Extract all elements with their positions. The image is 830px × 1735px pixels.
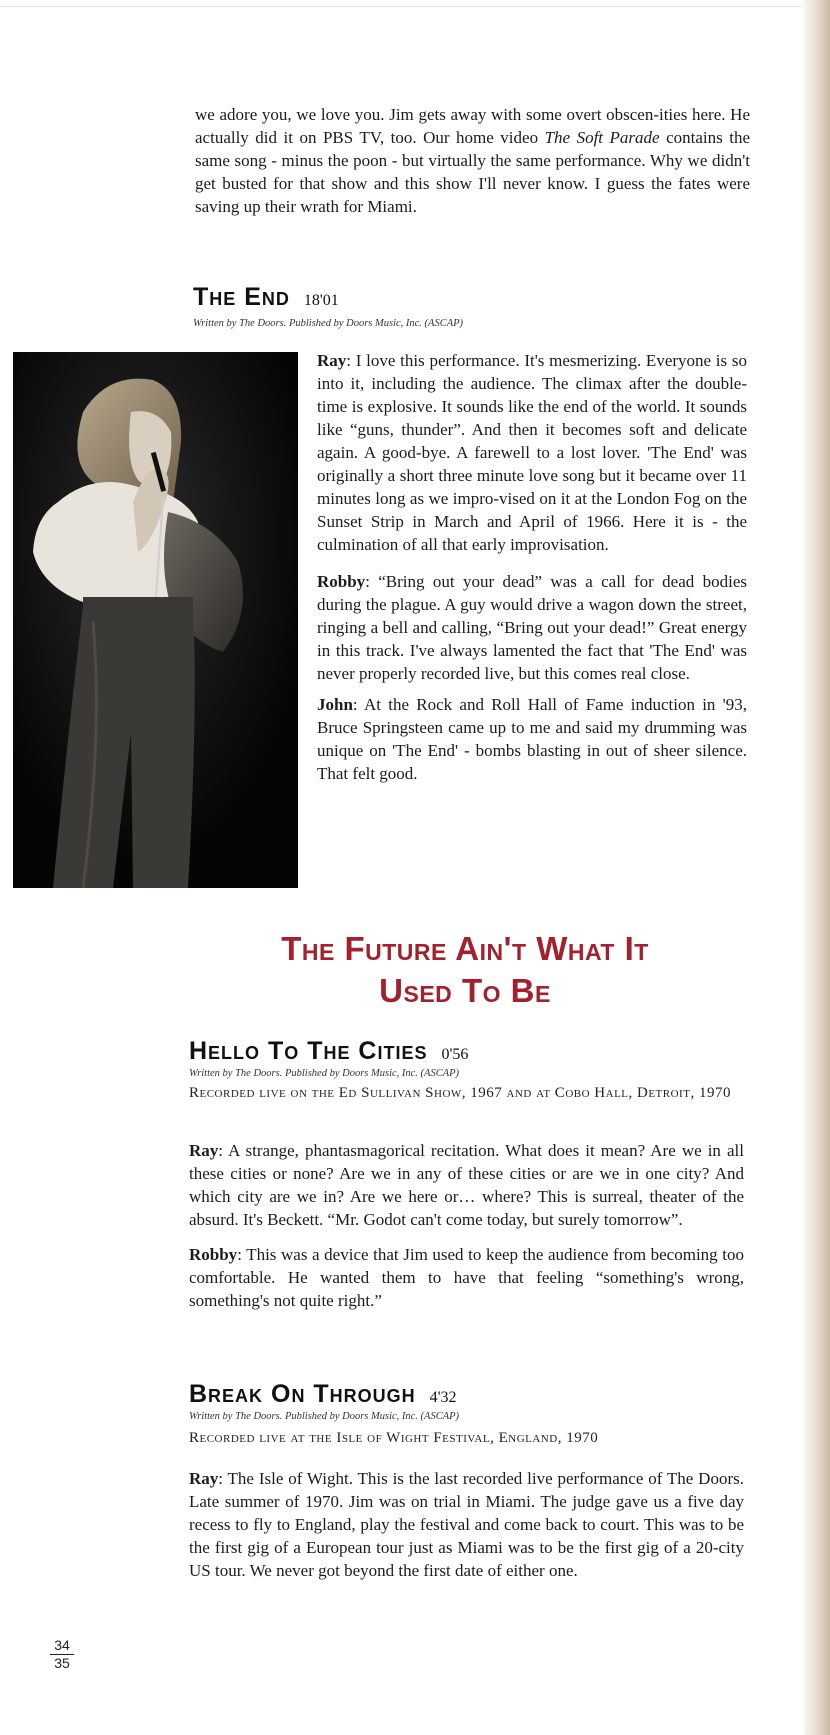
hello-commentary [189,1139,744,1312]
break-commentary [189,1467,744,1582]
section-heading [165,928,765,1012]
track-name: Hello To The Cities [189,1037,428,1065]
speaker-name: Robby [317,572,366,591]
page-edge [808,0,830,1735]
page-number-left: 34 [50,1637,74,1655]
intro-paragraph [195,103,750,218]
speaker-name: Ray [189,1469,219,1488]
track-credit: Written by The Doors. Published by Doors Music, Inc. (ASCAP) [193,318,464,329]
recording-info: Recorded live at the Isle of Wight Festival, England, 1970 [189,1430,599,1446]
comment-text: : A strange, phantasmagorical recitation. What does it mean? Are we in all these cities or none? Are we in any of these cities or are we in one city? And which city are we in? Are we here or… where? This is surreal, theater of the absurd. It's Beckett. “Mr. Godot can't come today, but surely tomorrow”. [189,1141,744,1229]
section-heading-line: The Future Ain't What It [281,930,649,967]
speaker-name: Robby [189,1245,238,1264]
the-end-commentary [317,349,747,785]
comment-text: : This was a device that Jim used to keep the audience from becoming too comfortable. He wanted them to have that feeling “something's wrong, something's not quite right.” [189,1245,744,1310]
speaker-name: John [317,695,353,714]
section-heading-line: Used To Be [379,972,551,1009]
intro-text: contains the same song - minus the poon - but virtually the same performance. Why we didn't get busted for that show and this show I'll never know. I guess the fates were saving up their wrath for Miami. [195,128,750,216]
top-rule [0,6,808,7]
comment-robby [189,1243,744,1312]
comment-text: : At the Rock and Roll Hall of Fame induction in '93, Bruce Springsteen came up to me and said my drumming was unique on 'The End' - bombs blasting in out of sheer silence. That felt good. [317,695,747,783]
comment-ray [189,1139,744,1231]
track-title-hello-to-the-cities [189,1037,468,1069]
track-duration: 4'32 [429,1389,457,1406]
track-name: Break On Through [189,1380,416,1408]
comment-john [317,693,747,785]
track-credit: Written by The Doors. Published by Doors Music, Inc. (ASCAP) [189,1411,460,1422]
page-number-right: 35 [54,1655,70,1671]
track-title-break-on-through [189,1380,457,1412]
intro-text: we adore you, we love you. Jim gets away with some overt obscen-ities here. He actually did it on PBS TV, too. Our home video [195,105,750,147]
comment-text: : The Isle of Wight. This is the last recorded live performance of The Doors. Late summer of 1970. Jim was on trial in Miami. The judge gave us a five day recess to fly to England, play the festival and come back to court. This was to be the first gig of a European tour just as Miami was to be the first gig of a 20-city US tour. We never got beyond the first date of either one. [189,1469,744,1580]
track-credit: Written by The Doors. Published by Doors Music, Inc. (ASCAP) [189,1068,460,1079]
speaker-name: Ray [317,351,347,370]
comment-ray [189,1467,744,1582]
speaker-name: Ray [189,1141,219,1160]
track-title-the-end [193,283,339,315]
page-number [50,1637,74,1672]
track-duration: 18'01 [303,292,339,309]
singer-photo-illustration [13,352,298,888]
comment-robby [317,570,747,685]
concert-photo [13,352,298,888]
video-title: The Soft Parade [544,128,660,147]
recording-info: Recorded live on the Ed Sullivan Show, 1967 and at Cobo Hall, Detroit, 1970 [189,1085,731,1101]
comment-text: : I love this performance. It's mesmerizing. Everyone is so into it, including the audience. The climax after the double-time is explosive. It sounds like the end of the world. It sounds like “guns, thunder”. And then it becomes soft and delicate again. A good-bye. A farewell to a lost lover. 'The End' was originally a short three minute love song but it became over 11 minutes long as we impro-vised on it at the London Fog on the Sunset Strip in March and April of 1966. Here it is - the culmination of all that early improvisation. [317,351,747,554]
track-duration: 0'56 [441,1046,469,1063]
comment-ray [317,349,747,556]
track-name: The End [193,283,290,311]
comment-text: : “Bring out your dead” was a call for dead bodies during the plague. A guy would drive a wagon down the street, ringing a bell and calling, “Bring out your dead!” Great energy in this track. I've always lamented the fact that 'The End' was never properly recorded live, but this comes real close. [317,572,747,683]
